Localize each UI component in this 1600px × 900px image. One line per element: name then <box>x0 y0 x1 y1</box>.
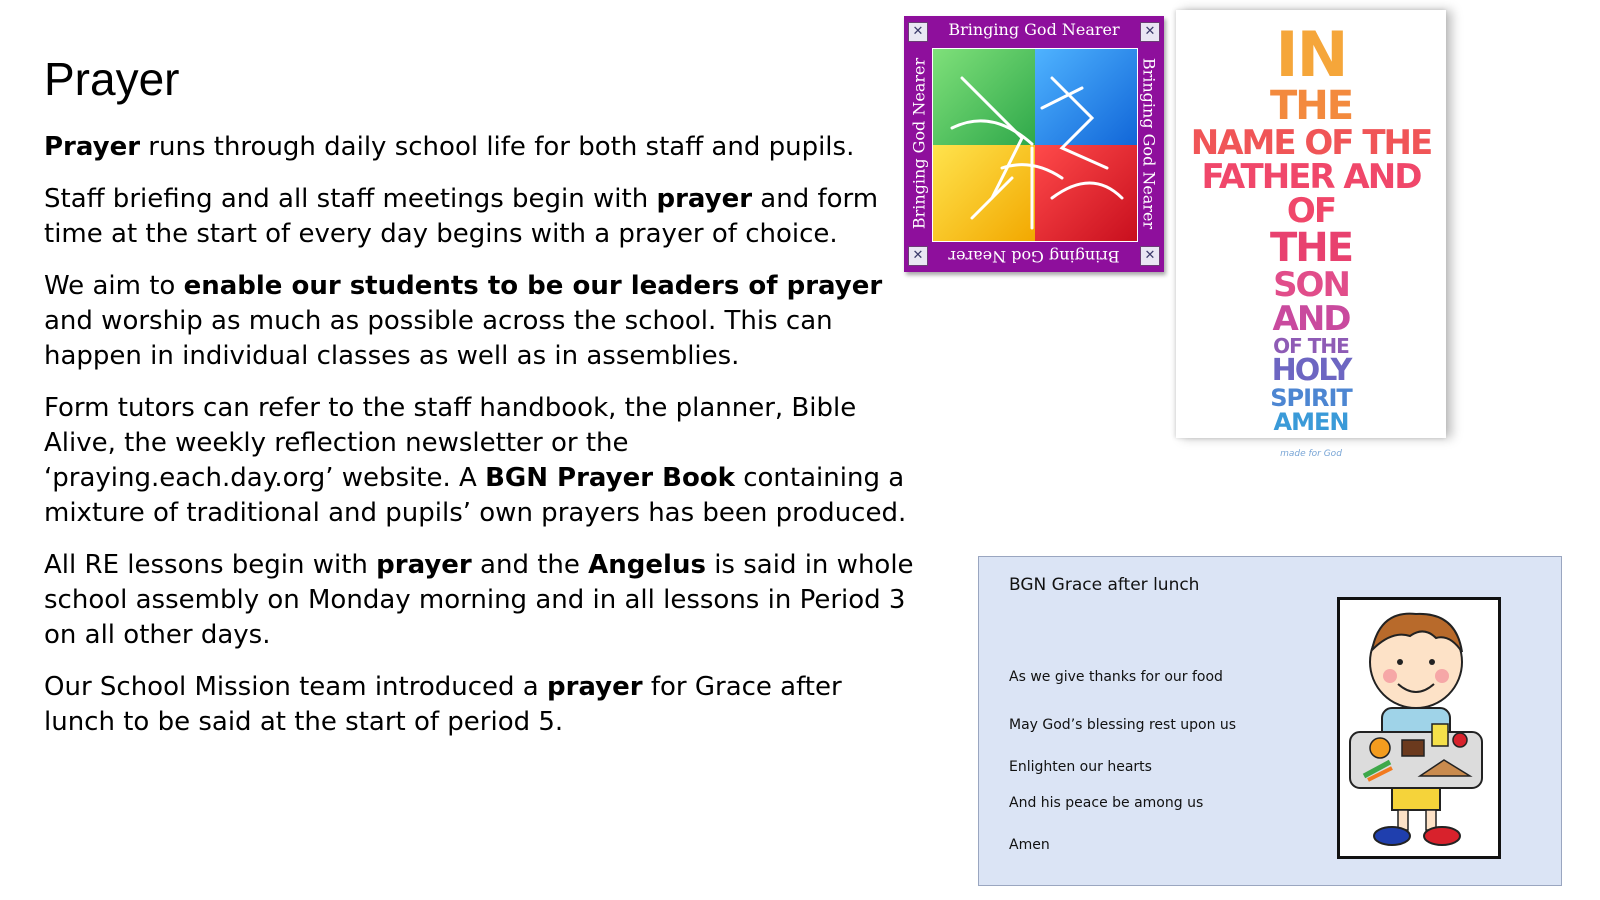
poster-word: AND <box>1272 299 1350 339</box>
bold-text: BGN Prayer Book <box>485 463 735 493</box>
grace-line: And his peace be among us <box>1009 795 1204 811</box>
bold-text: enable our students to be our leaders of prayer <box>183 271 883 301</box>
poster-word: FATHER AND OF <box>1201 157 1421 231</box>
bgn-logo-text: Bringing God Nearer <box>948 247 1120 266</box>
bold-text: prayer <box>546 672 643 702</box>
bgn-logo <box>904 16 1164 272</box>
text-run: Form tutors can refer to the staff handbook, the planner, Bible Alive, the weekly reflection newsletter or the ‘praying.each.day.org’ website. A <box>44 393 857 493</box>
poster-credit: made for God <box>1280 449 1342 459</box>
text-run: runs through daily school life for both staff and pupils. <box>140 132 855 162</box>
paragraph <box>44 391 914 531</box>
child-with-lunch-tray-icon <box>1337 597 1501 859</box>
poster-word: SON <box>1273 265 1349 305</box>
paragraph <box>44 670 914 740</box>
poster-word: THE <box>1269 225 1353 271</box>
body-text <box>44 130 914 757</box>
sign-of-the-cross-poster <box>1176 10 1446 459</box>
text-run: Staff briefing and all staff meetings begin with <box>44 184 657 214</box>
bgn-logo-text: Bringing God Nearer <box>1139 57 1159 230</box>
text-run: is said in whole school assembly on Monday morning and in all lessons in Period 3 on all other days. <box>44 550 914 650</box>
text-run: All RE lessons begin with <box>44 550 377 580</box>
grace-line: As we give thanks for our food <box>1009 669 1223 685</box>
bgn-logo-text: Bringing God Nearer <box>909 57 929 230</box>
poster-word: SPIRIT <box>1270 384 1352 412</box>
text-run: and the <box>471 550 589 580</box>
grace-line: May God’s blessing rest upon us <box>1009 717 1237 733</box>
poster-word: THE <box>1269 83 1353 129</box>
text-run: and form time at the start of every day begins with a prayer of choice. <box>44 184 879 249</box>
paragraph <box>44 130 914 165</box>
grace-line: Enlighten our hearts <box>1009 759 1152 775</box>
poster-word: NAME OF THE <box>1190 123 1432 163</box>
text-run: for Grace after lunch to be said at the start of period 5. <box>44 672 842 737</box>
grace-line: Amen <box>1009 837 1050 853</box>
grace-after-lunch-card <box>978 556 1562 886</box>
poster-word: HOLY <box>1271 353 1351 388</box>
text-run: containing a mixture of traditional and pupils’ own prayers has been produced. <box>44 463 907 528</box>
bold-text: Angelus <box>588 550 706 580</box>
dove-and-figure-icon <box>932 48 1136 240</box>
cross-icon: ✕ <box>908 22 928 42</box>
paragraph <box>44 182 914 252</box>
bold-text: prayer <box>656 184 753 214</box>
text-run: and worship as much as possible across the school. This can happen in individual classes as well as in assemblies. <box>44 306 833 371</box>
bgn-logo-text: Bringing God Nearer <box>948 20 1120 39</box>
poster-word: IN <box>1275 18 1347 91</box>
poster-word: OF THE <box>1273 334 1349 358</box>
bold-text: Prayer <box>44 132 141 162</box>
bold-text: prayer <box>376 550 472 580</box>
cross-icon: ✕ <box>1140 22 1160 42</box>
poster-word: AMEN <box>1273 408 1349 436</box>
text-run: Our School Mission team introduced a <box>44 672 547 702</box>
paragraph <box>44 269 914 374</box>
paragraph <box>44 548 914 653</box>
slide-title: Prayer <box>44 53 180 105</box>
text-run: We aim to <box>44 271 184 301</box>
cross-icon: ✕ <box>908 246 928 266</box>
grace-title: BGN Grace after lunch <box>1009 575 1200 595</box>
cross-icon: ✕ <box>1140 246 1160 266</box>
